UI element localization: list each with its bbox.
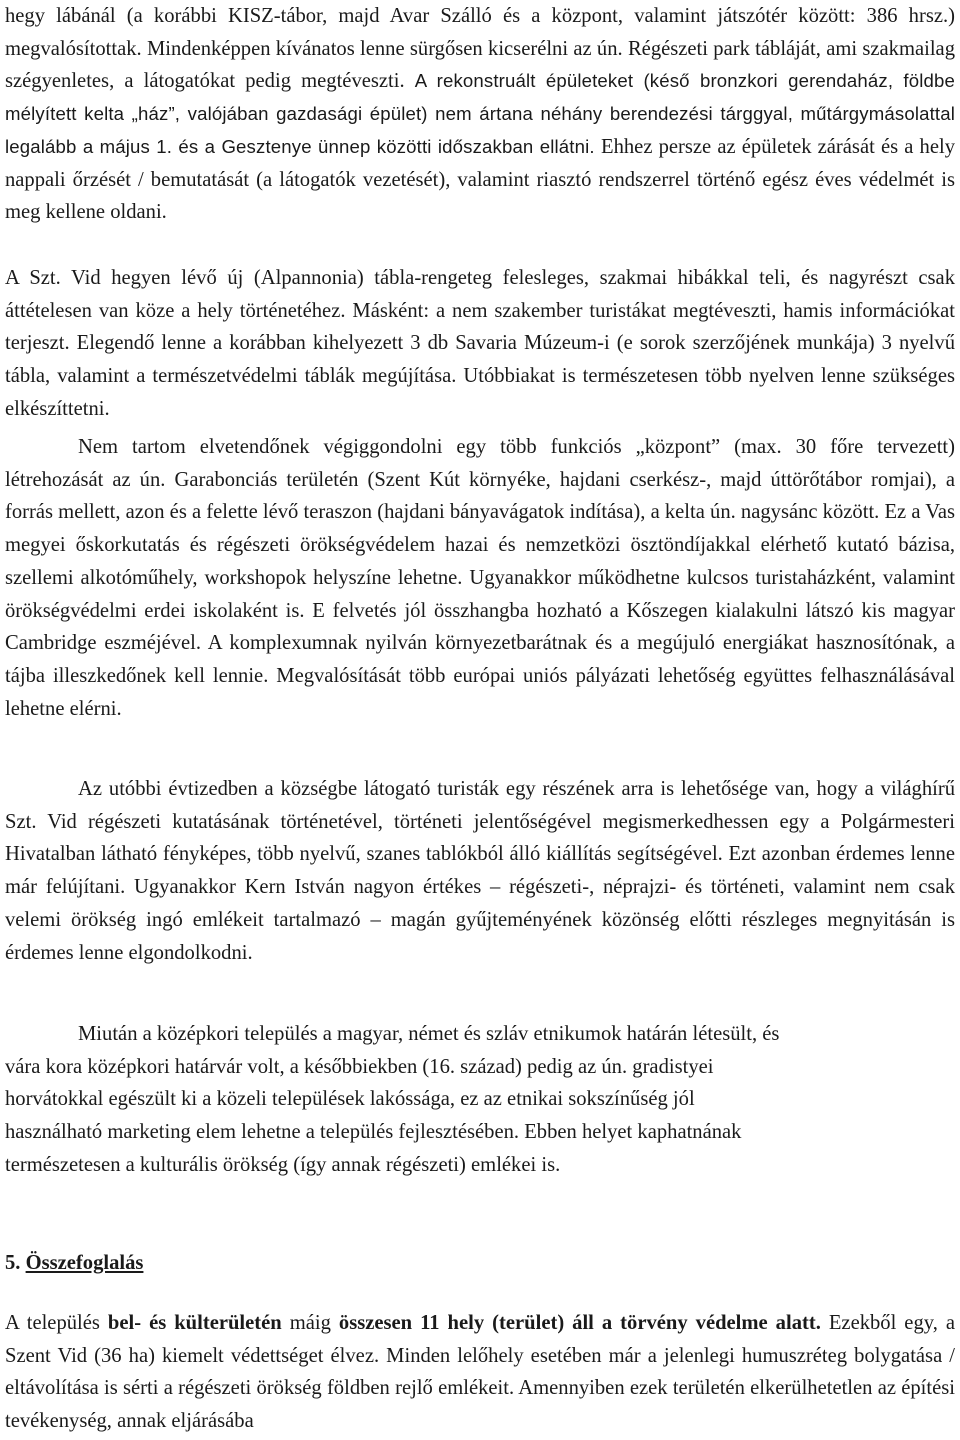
emphasis-text: összesen 11 hely (terület) áll a törvény védelme alatt.	[338, 1312, 821, 1334]
paragraph-text: A település	[5, 1312, 108, 1334]
paragraph-text: hegy lábánál (a korábbi KISZ-tábor, majd Avar Szálló és a központ, valamint játszótér között: 386 hrsz.) megvalósítottak. Mindenképpen kívánatos lenne sürgősen kicserélni az ún. Régészeti park tábláját, ami szakmailag szégyenletes, a látogatókat pedig megtéveszti.	[5, 5, 955, 93]
paragraph-alpannonia-tablak: A Szt. Vid hegyen lévő új (Alpannonia) tábla-rengeteg felesleges, szakmai hibákkal teli, és nagyrészt csak áttételesen van köze a hely történetéhez. Másként: a nem szakember turistákat megtéveszti, hamis információkat terjeszt. Elegendő lenne a korábban kihelyezett 3 db Savaria Múzeum-i (e sorok szerzőjének munkája) 3 nyelvű tábla, valamint a természetvédelmi táblák megújítása. Utóbbiakat is természetesen több nyelven lenne szükséges elkészíttetni.	[5, 267, 955, 420]
paragraph-line: Miután a középkori település a magyar, német és szláv etnikumok határán létesült, és	[78, 1023, 780, 1045]
paragraph-text: Ezekből egy, a Szent Vid (36 ha) kiemelt védettséget élvez. Minden lelőhely esetében már a jelenlegi humuszréteg bolygatása / eltávolítása is sérti a régészeti örökség földben rejlő emlékeit. Amennyiben ezek területén elkerülhetetlen az építési tevékenység, annak eljárásába	[5, 1312, 955, 1433]
paragraph-tobbfunkcios-kozpont: Nem tartom elvetendőnek végiggondolni egy több funkciós „központ” (max. 30 főre tervezett) létrehozását az ún. Garabonciás területén (Szent Kút környéke, hajdani cserkész-, majd úttörőtábor romjai), a forrás mellett, azon és a felette lévő teraszon (hajdani bányavágatok indítása), a kelta ún. nagysánc között. Ez a Vas megyei őskorkutatás és régészeti örökségvédelem hazai és nemzetközi ösztöndíjakkal elérhető kutató bázisa, szellemi alkotóműhely, workshopok helyszíne lehetne. Ugyanakkor működhetne kulcsos turistaházként, valamint örökségvédelmi erdei iskolaként is. E felvetés jól összhangba hozható a Kőszegen kialakulni látszó kis magyar Cambridge eszméjével. A komplexumnak nyilván környezetbarátnak és a megújuló energiákat hasznosítónak, a tájba illeszkedőnek kell lennie. Megvalósítását több európai uniós pályázati lehetőség együttes felhasználásával lehetne elérni.	[5, 436, 955, 720]
paragraph-line: természetesen a kulturális örökség (így annak régészeti) emlékei is.	[5, 1153, 561, 1176]
paragraph-line: vára kora középkori határvár volt, a későbbiekben (16. század) pedig az ún. gradistyei	[5, 1055, 714, 1078]
section-title: Összefoglalás	[25, 1252, 144, 1274]
paragraph-etnikai-sokszinuseg	[5, 1018, 955, 1182]
paragraph-regeszeti-park	[5, 0, 955, 229]
emphasis-text: bel- és külterületén	[107, 1312, 282, 1334]
section-number: 5.	[5, 1252, 26, 1274]
paragraph-text-sans: A rekonstruált épületeket (késő bronzkori gerendaház, földbe mélyített kelta „ház”, valójában gazdasági épület) nem ártana néhány berendezési tárggyal, műtárgymásolattal legalább a május 1. és a Gesztenye ünnep közötti időszakban ellátni.	[5, 70, 955, 157]
paragraph-text: Ehhez persze az épületek zárását és a hely nappali őrzését / bemutatását (a látogatók vezetését), valamint riasztó rendszerrel történő egész éves védelmét is meg kellene oldani.	[5, 135, 955, 224]
section-heading	[5, 1247, 143, 1280]
paragraph-line: használható marketing elem lehetne a település fejlesztésében. Ebben helyet kaphatnának	[5, 1121, 742, 1144]
paragraph-text: máig	[281, 1312, 339, 1334]
paragraph-line: horvátokkal egészült ki a közeli települések lakóssága, ez az etnikai sokszínűség jól	[5, 1088, 695, 1111]
paragraph-osszefoglalas	[5, 1307, 955, 1438]
paragraph-kiallitas: Az utóbbi évtizedben a községbe látogató turisták egy részének arra is lehetősége van, hogy a világhírű Szt. Vid régészeti kutatásának történetével, történeti jelentőségével megismerkedhessen egy a Polgármesteri Hivatalban látható fényképes, több nyelvű, szanes tablókból álló kiállítás segítségével. Ezt azonban érdemes lenne már felújítani. Ugyanakkor Kern István nagyon értékes – régészeti-, néprajzi- és történeti, valamint nem csak velemi örökség ingó emlékeit tartalmazó – magán gyűjteményének közönség előtti részleges megnyitásán is érdemes lenne elgondolkodni.	[5, 778, 955, 964]
